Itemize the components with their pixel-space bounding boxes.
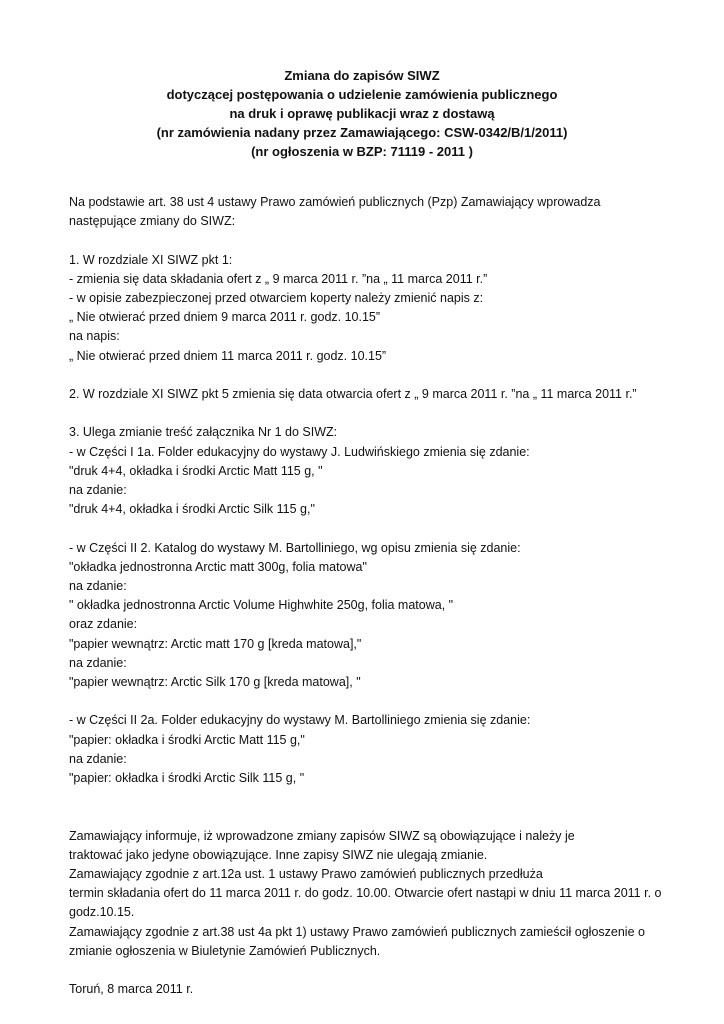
text-line: na zdanie: <box>69 655 127 670</box>
text-line: oraz zdanie: <box>69 617 138 632</box>
text-line: następujące zmiany do SIWZ: <box>69 214 236 229</box>
text-line: - w Części II 2a. Folder edukacyjny do wystawy M. Bartolliniego zmienia się zdanie: <box>69 713 531 728</box>
text-line: " okładka jednostronna Arctic Volume Highwhite 250g, folia matowa, " <box>69 598 454 613</box>
text-line: "papier wewnątrz: Arctic matt 170 g [kreda matowa]," <box>69 636 362 651</box>
title-line: dotyczącej postępowania o udzielenie zamówienia publicznego <box>166 87 558 102</box>
section-2 <box>69 385 669 404</box>
text-line: traktować jako jedyne obowiązujące. Inne zapisy SIWZ nie ulegają zmianie. <box>69 847 488 862</box>
text-line: na zdanie: <box>69 579 127 593</box>
text-line: zmianie ogłoszenia w Biuletynie Zamówień Publicznych. <box>69 943 381 958</box>
intro-paragraph <box>69 193 669 231</box>
text-line: „ Nie otwierać przed dniem 11 marca 2011 r. godz. 10.15” <box>69 348 387 363</box>
section-1 <box>69 251 669 366</box>
section-3b <box>69 539 669 693</box>
text-line: godz.10.15. <box>69 905 135 920</box>
text-line: „ Nie otwierać przed dniem 9 marca 2011 r. godz. 10.15” <box>69 310 381 325</box>
text-line: na zdanie: <box>69 483 127 497</box>
text-line: termin składania ofert do 11 marca 2011 r. do godz. 10.00. Otwarcie ofert nastąpi w dniu 11 marca 2011 r. o <box>69 886 662 901</box>
text-line: 2. W rozdziale XI SIWZ pkt 5 zmienia się data otwarcia ofert z „ 9 marca 2011 r. ”na „ 11 marca 2011 r.” <box>69 387 637 401</box>
text-line: Zamawiający informuje, iż wprowadzone zmiany zapisów SIWZ są obowiązujące i należy je <box>69 828 575 843</box>
document-body <box>69 193 669 999</box>
closing-paragraph <box>69 827 669 961</box>
text-line: na zdanie: <box>69 751 127 766</box>
section-3c <box>69 711 669 788</box>
text-line: - w opisie zabezpieczonej przed otwarciem koperty należy zmienić napis z: <box>69 291 484 305</box>
section-3a <box>69 423 669 519</box>
title-line: (nr ogłoszenia w BZP: 71119 - 2011 ) <box>251 144 473 159</box>
text-line: na napis: <box>69 329 120 344</box>
text-line: "druk 4+4, okładka i środki Arctic Silk 115 g," <box>69 502 315 517</box>
text-line: "papier: okładka i środki Arctic Matt 115 g," <box>69 732 305 747</box>
title-line: Zmiana do zapisów SIWZ <box>284 68 440 83</box>
title-line: na druk i oprawę publikacji wraz z dostawą <box>229 106 495 121</box>
place-date: Toruń, 8 marca 2011 r. <box>69 982 194 997</box>
text-line: Zamawiający zgodnie z art.38 ust 4a pkt 1) ustawy Prawo zamówień publicznych zamieścił ogłoszenie o <box>69 924 645 939</box>
text-line: "papier: okładka i środki Arctic Silk 115 g, " <box>69 771 305 786</box>
title-line: (nr zamówienia nadany przez Zamawiającego: CSW-0342/B/1/2011) <box>156 125 568 140</box>
text-line: - w Części I 1a. Folder edukacyjny do wystawy J. Ludwińskiego zmienia się zdanie: <box>69 444 530 459</box>
text-line: "okładka jednostronna Arctic matt 300g, folia matowa" <box>69 559 367 574</box>
text-line: 3. Ulega zmianie treść załącznika Nr 1 do SIWZ: <box>69 425 338 440</box>
text-line: "papier wewnątrz: Arctic Silk 170 g [kreda matowa], " <box>69 675 361 690</box>
document-title <box>0 66 724 161</box>
text-line: Zamawiający zgodnie z art.12a ust. 1 ustawy Prawo zamówień publicznych przedłuża <box>69 867 543 882</box>
text-line: - zmienia się data składania ofert z „ 9 marca 2011 r. ”na „ 11 marca 2011 r.” <box>69 271 488 286</box>
text-line: - w Części II 2. Katalog do wystawy M. Bartolliniego, wg opisu zmienia się zdanie: <box>69 540 521 555</box>
text-line: Na podstawie art. 38 ust 4 ustawy Prawo zamówień publicznych (Pzp) Zamawiający wprowadza <box>69 195 601 209</box>
text-line: "druk 4+4, okładka i środki Arctic Matt 115 g, " <box>69 463 323 478</box>
text-line: 1. W rozdziale XI SIWZ pkt 1: <box>69 252 233 267</box>
